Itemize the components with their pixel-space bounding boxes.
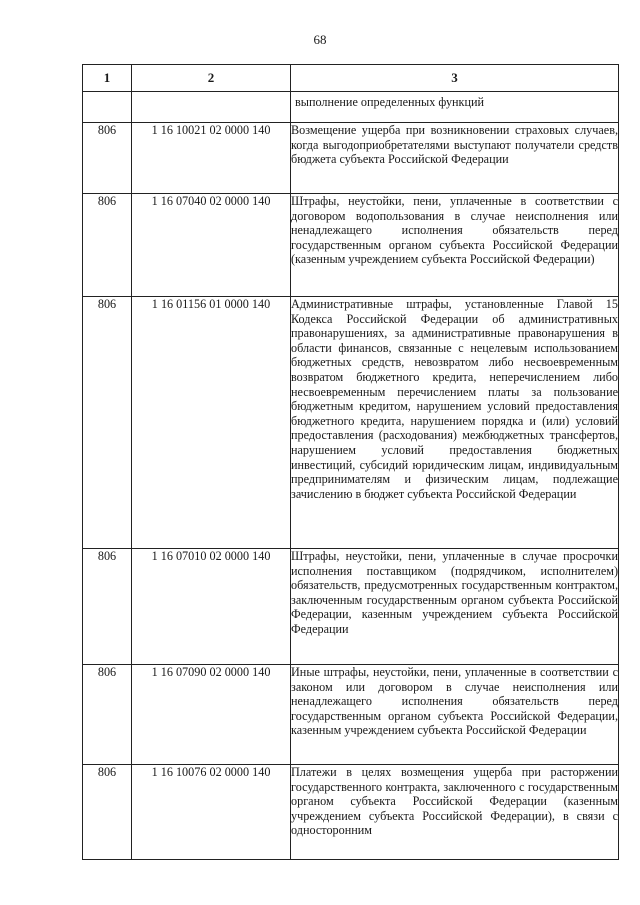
description-cell: Штрафы, неустойки, пени, уплаченные в случае просрочки исполнения поставщиком (подрядчиком, исполнителем) обязательств, предусмотренных государственным контрактом, заключенным государственным органом субъекта Российской Федерации, казенным учреждением субъекта Российской Федерации [291, 549, 619, 665]
description-cell: Иные штрафы, неустойки, пени, уплаченные в соответствии с законом или договором в случае неисполнения или ненадлежащего исполнения обязательств перед государственным органом субъекта Российской Федерации, казенным учреждением субъекта Российской Федерации [291, 665, 619, 765]
admin-code-cell: 806 [83, 194, 132, 297]
description-cell: Возмещение ущерба при возникновении страховых случаев, когда выгодоприобретателями выступают получатели средств бюджета субъекта Российской Федерации [291, 123, 619, 194]
description-cell: выполнение определенных функций [291, 92, 619, 123]
header-col-1: 1 [83, 65, 132, 92]
budget-classification-table [82, 64, 619, 860]
table-row [83, 765, 619, 860]
admin-code-cell: 806 [83, 665, 132, 765]
description-cell: Административные штрафы, установленные Главой 15 Кодекса Российской Федерации об административных правонарушениях, за административные правонарушения в области финансов, связанные с нецелевым использованием бюджетных средств, невозвратом либо несвоевременным возвратом бюджетного кредита, неперечислением либо несвоевременным перечислением платы за пользование бюджетным кредитом, нарушением условий предоставления бюджетного кредита, нарушением порядка и (или) условий предоставления (расходования) межбюджетных трансфертов, нарушением условий предоставления бюджетных инвестиций, субсидий юридическим лицам, индивидуальным предпринимателям и физическим лицам, подлежащие зачислению в бюджет субъекта Российской Федерации [291, 297, 619, 549]
table-row [83, 549, 619, 665]
header-col-3: 3 [291, 65, 619, 92]
table-row [83, 665, 619, 765]
table-row [83, 194, 619, 297]
table-row-continuation [83, 92, 619, 123]
budget-code-cell: 1 16 10076 02 0000 140 [132, 765, 291, 860]
budget-code-cell: 1 16 07040 02 0000 140 [132, 194, 291, 297]
admin-code-cell: 806 [83, 297, 132, 549]
table-header-row [83, 65, 619, 92]
admin-code-cell: 806 [83, 549, 132, 665]
budget-code-cell [132, 92, 291, 123]
table-row [83, 123, 619, 194]
admin-code-cell: 806 [83, 765, 132, 860]
budget-code-cell: 1 16 07090 02 0000 140 [132, 665, 291, 765]
admin-code-cell: 806 [83, 123, 132, 194]
table-row [83, 297, 619, 549]
description-cell: Штрафы, неустойки, пени, уплаченные в соответствии с договором водопользования в случае неисполнения или ненадлежащего исполнения обязательств перед государственным органом субъекта Российской Федерации (казенным учреждением субъекта Российской Федерации) [291, 194, 619, 297]
admin-code-cell [83, 92, 132, 123]
page-number: 68 [313, 32, 327, 47]
budget-code-cell: 1 16 10021 02 0000 140 [132, 123, 291, 194]
description-cell: Платежи в целях возмещения ущерба при расторжении государственного контракта, заключенного с государственным органом субъекта Российской Федерации (казенным учреждением субъекта Российской Федерации), в связи с односторонним [291, 765, 619, 860]
budget-code-cell: 1 16 01156 01 0000 140 [132, 297, 291, 549]
header-col-2: 2 [132, 65, 291, 92]
budget-code-cell: 1 16 07010 02 0000 140 [132, 549, 291, 665]
